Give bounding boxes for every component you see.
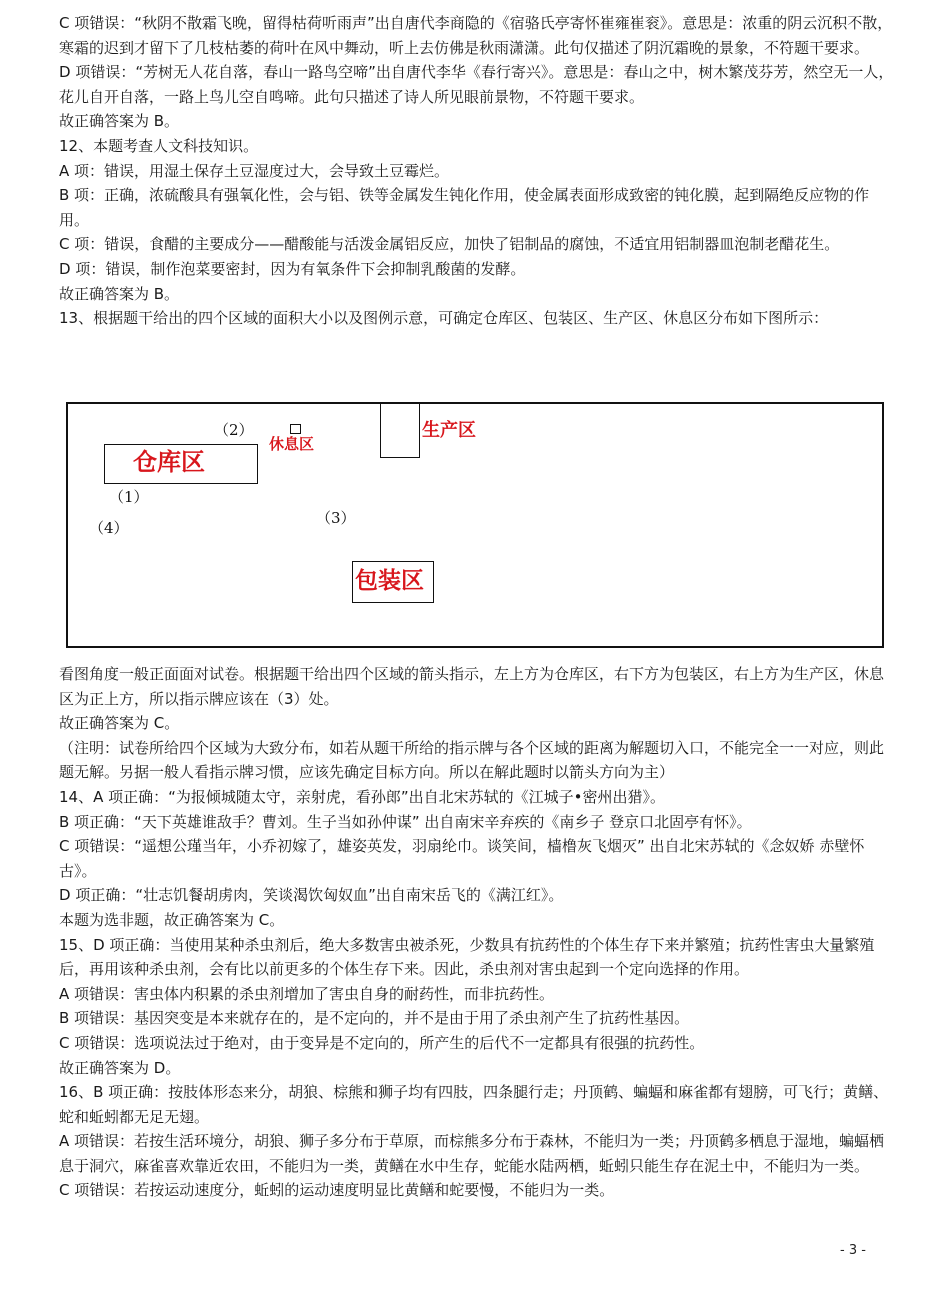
- paragraph: D 项：错误，制作泡菜要密封，因为有氧条件下会抑制乳酸菌的发酵。: [59, 259, 526, 278]
- position-marker-3: （3）: [316, 509, 356, 527]
- area-layout-diagram: [66, 402, 884, 648]
- paragraph: C 项错误：“遥想公瑾当年，小乔初嫁了，雄姿英发，羽扇纶巾。谈笑间，樯橹灰飞烟灭” 出自北宋苏轼的《念奴娇 赤壁怀古》。: [59, 837, 865, 880]
- paragraph: D 项错误：“芳树无人花自落，春山一路鸟空啼”出自唐代李华《春行寄兴》。意思是：春山之中，树木繁茂芬芳，然空无一人，花儿自开自落，一路上鸟儿空自鸣啼。此句只描述了诗人所见眼前景物，不符题干要求。: [59, 63, 894, 106]
- position-marker-2: （2）: [214, 421, 254, 439]
- answer-text-bottom: [59, 662, 895, 1203]
- paragraph: 故正确答案为 D。: [59, 1058, 181, 1077]
- paragraph: B 项：正确，浓硫酸具有强氧化性，会与铝、铁等金属发生钝化作用，使金属表面形成致密的钝化膜，起到隔绝反应物的作用。: [59, 186, 870, 229]
- paragraph: A 项错误：若按生活环境分，胡狼、狮子多分布于草原，而棕熊多分布于森林，不能归为一类；丹顶鹤多栖息于湿地，蝙蝠栖息于洞穴，麻雀喜欢靠近农田，不能归为一类，黄鳝在水中生存，蛇能水陆两栖，蚯蚓只能生存在泥土中，不能归为一类。: [59, 1132, 885, 1175]
- paragraph: 本题为选非题，故正确答案为 C。: [59, 910, 285, 929]
- production-zone-box: [380, 404, 420, 458]
- paragraph: 故正确答案为 C。: [59, 714, 180, 733]
- paragraph: 12、本题考查人文科技知识。: [59, 136, 259, 155]
- paragraph: C 项错误：若按运动速度分，蚯蚓的运动速度明显比黄鳝和蛇要慢，不能归为一类。: [59, 1181, 615, 1200]
- position-marker-4: （4）: [89, 519, 129, 537]
- paragraph: A 项：错误，用湿土保存土豆湿度过大，会导致土豆霉烂。: [59, 161, 450, 180]
- rest-area-label: 休息区: [269, 435, 315, 453]
- paragraph: 15、D 项正确：当使用某种杀虫剂后，绝大多数害虫被杀死，少数具有抗药性的个体生存下来并繁殖；抗药性害虫大量繁殖后，再用该种杀虫剂，会有比以前更多的个体生存下来。因此，杀虫剂对害虫起到一个定向选择的作用。: [59, 935, 875, 979]
- warehouse-zone-label: 仓库区: [133, 448, 205, 476]
- production-zone-label: 生产区: [422, 420, 476, 441]
- paragraph: 14、A 项正确：“为报倾城随太守，亲射虎，看孙郎”出自北宋苏轼的《江城子•密州出猎》。: [59, 787, 666, 806]
- answer-text-top: [59, 11, 895, 331]
- paragraph: B 项错误：基因突变是本来就存在的，是不定向的，并不是由于用了杀虫剂产生了抗药性基因。: [59, 1009, 690, 1028]
- paragraph: 13、根据题干给出的四个区域的面积大小以及图例示意，可确定仓库区、包装区、生产区、休息区分布如下图所示：: [59, 309, 829, 328]
- paragraph: 故正确答案为 B。: [59, 112, 180, 131]
- page-number: - 3 -: [840, 1243, 866, 1258]
- paragraph: C 项：错误，食醋的主要成分——醋酸能与活泼金属铝反应，加快了铝制品的腐蚀，不适宜用铝制器皿泡制老醋花生。: [59, 235, 840, 254]
- paragraph: D 项正确：“壮志饥餐胡虏肉，笑谈渴饮匈奴血”出自南宋岳飞的《满江红》。: [59, 886, 564, 905]
- position-marker-1: （1）: [109, 488, 149, 506]
- paragraph: （注明：试卷所给四个区域为大致分布，如若从题干所给的指示牌与各个区域的距离为解题切入口，不能完全一一对应，则此题无解。另据一般人看指示牌习惯，应该先确定目标方向。所以在解此题时以箭头方向为主）: [59, 738, 885, 782]
- paragraph: 16、B 项正确：按肢体形态来分，胡狼、棕熊和狮子均有四肢，四条腿行走；丹顶鹤、蝙蝠和麻雀都有翅膀，可飞行；黄鳝、蛇和蚯蚓都无足无翅。: [59, 1083, 889, 1126]
- paragraph: 看图角度一般正面面对试卷。根据题干给出四个区域的箭头指示，左上方为仓库区，右下方为包装区，右上方为生产区，休息区为正上方，所以指示牌应该在（3）处。: [59, 665, 885, 708]
- rest-area-marker: [290, 424, 301, 434]
- packaging-zone-label: 包装区: [355, 568, 424, 594]
- paragraph: C 项错误：“秋阴不散霜飞晚，留得枯荷听雨声”出自唐代李商隐的《宿骆氏亭寄怀崔雍崔衮》。意思是：浓重的阴云沉积不散，寒霜的迟到才留下了几枝枯萎的荷叶在风中舞动，听上去仿佛是秋雨潇潇。此句仅描述了阴沉霜晚的景象，不符题干要求。: [59, 14, 893, 57]
- paragraph: A 项错误：害虫体内积累的杀虫剂增加了害虫自身的耐药性，而非抗药性。: [59, 984, 555, 1003]
- paragraph: B 项正确：“天下英雄谁敌手？曹刘。生子当如孙仲谋” 出自南宋辛弃疾的《南乡子 登京口北固亭有怀》。: [59, 812, 752, 831]
- paragraph: 故正确答案为 B。: [59, 284, 180, 303]
- paragraph: C 项错误：选项说法过于绝对，由于变异是不定向的，所产生的后代不一定都具有很强的抗药性。: [59, 1033, 705, 1052]
